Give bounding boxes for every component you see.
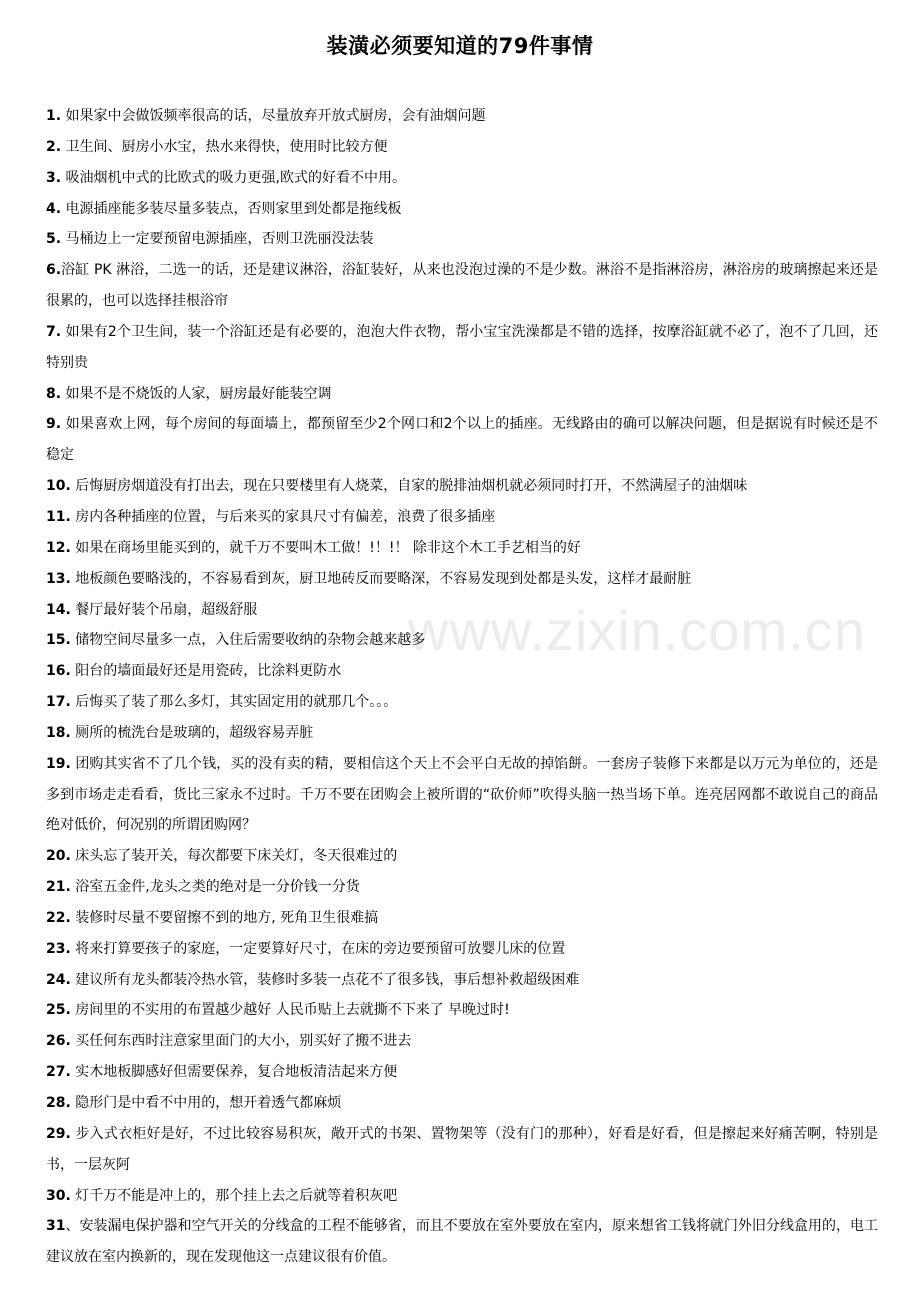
item-text: 吸油烟机中式的比欧式的吸力更强,欧式的好看不中用。 [61, 169, 406, 186]
item-text: 后悔买了装了那么多灯，其实固定用的就那几个。。。 [70, 694, 398, 711]
item-text: 灯千万不能是冲上的，那个挂上去之后就等着积灰吧 [70, 1187, 398, 1204]
list-item [46, 1057, 878, 1088]
list-item [46, 995, 878, 1026]
list-item [46, 533, 878, 564]
item-text: 房内各种插座的位置，与后来买的家具尺寸有偏差，浪费了很多插座 [70, 508, 496, 525]
item-number: 26. [46, 1033, 71, 1050]
list-item [46, 1211, 878, 1273]
item-number: 27. [46, 1064, 71, 1081]
item-number: 15. [46, 632, 71, 649]
item-text: 房间里的不实用的布置越少越好 人民币贴上去就撕不下来了 早晚过时! [70, 1002, 510, 1019]
list-item [46, 965, 878, 996]
item-number: 22. [46, 909, 71, 926]
list-item [46, 163, 878, 194]
list-item [46, 1026, 878, 1057]
list-item [46, 564, 878, 595]
item-text: 如果不是不烧饭的人家，厨房最好能装空调 [61, 385, 332, 402]
item-number: 5. [46, 231, 62, 248]
item-number: 9. [46, 416, 62, 433]
item-text: 床头忘了装开关，每次都要下床关灯，冬天很难过的 [70, 848, 398, 865]
item-text: 步入式衣柜好是好，不过比较容易积灰，敞开式的书架、置物架等（没有门的那种），好看是好看，但是擦起来好痛苦啊，特别是书，一层灰阿 [46, 1125, 878, 1173]
item-number: 31 [46, 1218, 66, 1235]
item-text: 如果有2个卫生间，装一个浴缸还是有必要的，泡泡大件衣物，帮小宝宝洗澡都是不错的选择，按摩浴缸就不必了，泡不了几回，还特别贵 [46, 323, 878, 371]
item-text: 马桶边上一定要预留电源插座，否则卫洗丽没法装 [61, 231, 374, 248]
list-item [46, 471, 878, 502]
item-number: 21. [46, 879, 71, 896]
item-number: 24. [46, 971, 71, 988]
list-item [46, 101, 878, 132]
item-number: 16. [46, 663, 71, 680]
item-number: 4. [46, 200, 62, 217]
item-number: 7. [46, 323, 62, 340]
list-item [46, 718, 878, 749]
document-title: 装潢必须要知道的79件事情 [326, 34, 594, 58]
list-item [46, 409, 878, 471]
list-item [46, 934, 878, 965]
item-text: 后悔厨房烟道没有打出去，现在只要楼里有人烧菜，自家的脱排油烟机就必须同时打开，不然满屋子的油烟味 [70, 478, 748, 495]
list-item [46, 595, 878, 626]
item-text: 实木地板脚感好但需要保养，复合地板清洁起来方便 [70, 1064, 398, 1081]
item-number: 17. [46, 694, 71, 711]
item-text: 团购其实省不了几个钱，买的没有卖的精，要相信这个天上不会平白无故的掉馅餅。一套房子装修下来都是以万元为单位的，还是多到市场走走看看，货比三家永不过时。千万不要在团购会上被所谓的“砍价师”吹得头脑一热当场下单。连亮居网都不敢说自己的商品绝对低价，何况别的所谓团购网？ [46, 755, 878, 834]
item-number: 23. [46, 940, 71, 957]
item-number: 29. [46, 1125, 71, 1142]
list-item [46, 841, 878, 872]
item-text: 、安装漏电保护器和空气开关的分线盒的工程不能够省，而且不要放在室外要放在室内，原来想省工钱将就门外旧分线盒用的，电工建议放在室内换新的，现在发现他这一点建议很有价值。 [46, 1218, 878, 1266]
item-text: 阳台的墙面最好还是用瓷砖，比涂料更防水 [70, 663, 342, 680]
item-number: 11. [46, 508, 71, 525]
list-item [46, 872, 878, 903]
item-text: 浴室五金件,龙头之类的绝对是一分价钱一分货 [70, 879, 360, 896]
list-item [46, 749, 878, 842]
list-item [46, 1119, 878, 1181]
item-number: 19. [46, 755, 71, 772]
list-item [46, 625, 878, 656]
item-text: 浴缸 PK 淋浴，二选一的话，还是建议淋浴，浴缸装好，从来也没泡过澡的不是少数。淋浴不是指淋浴房，淋浴房的玻璃擦起来还是很累的，也可以选择挂根浴帘 [46, 262, 878, 310]
item-text: 隐形门是中看不中用的，想开着透气都麻烦 [70, 1095, 342, 1111]
item-number: 6. [46, 262, 62, 279]
list-item [46, 224, 878, 255]
list-item [46, 255, 878, 317]
list-item [46, 1088, 878, 1119]
item-number: 14. [46, 601, 71, 618]
item-text: 地板颜色要略浅的，不容易看到灰，厨卫地砖反而要略深，不容易发现到处都是头发，这样才最耐脏 [70, 570, 692, 587]
item-text: 厕所的梳洗台是玻璃的，超级容易弄脏 [70, 724, 314, 741]
list-item [46, 656, 878, 687]
item-list [46, 101, 878, 1273]
list-item [46, 502, 878, 533]
list-item [46, 379, 878, 410]
item-text: 将来打算要孩子的家庭，一定要算好尺寸，在床的旁边要预留可放婴儿床的位置 [70, 940, 566, 957]
item-text: 建议所有龙头都装冷热水管，装修时多装一点花不了很多钱，事后想补救超级困难 [70, 971, 580, 988]
item-number: 1. [46, 108, 62, 124]
item-number: 30. [46, 1187, 71, 1204]
item-text: 如果喜欢上网，每个房间的每面墙上，都预留至少2个网口和2个以上的插座。无线路由的确可以解决问题，但是据说有时候还是不稳定 [46, 416, 878, 464]
item-text: 买任何东西时注意家里面门的大小，别买好了搬不进去 [70, 1033, 412, 1050]
watermark: www.zixin.com.cn [408, 599, 866, 662]
list-item [46, 687, 878, 718]
item-text: 如果家中会做饭频率很高的话，尽量放弃开放式厨房，会有油烟问题 [61, 108, 486, 124]
item-number: 2. [46, 138, 62, 155]
item-text: 电源插座能多装尽量多装点，否则家里到处都是拖线板 [61, 200, 402, 217]
item-number: 28. [46, 1095, 71, 1111]
item-text: 如果在商场里能买到的，就千万不要叫木工做！!！!！ 除非这个木工手艺相当的好 [70, 539, 581, 556]
list-item [46, 132, 878, 163]
item-number: 20. [46, 848, 71, 865]
list-item [46, 194, 878, 225]
item-number: 18. [46, 724, 71, 741]
item-number: 10. [46, 478, 71, 495]
item-number: 25. [46, 1002, 71, 1019]
item-text: 储物空间尽量多一点，入住后需要收纳的杂物会越来越多 [70, 632, 426, 649]
item-number: 12. [46, 539, 71, 556]
item-text: 卫生间、厨房小水宝，热水来得快，使用时比较方便 [61, 138, 388, 155]
item-text: 餐厅最好装个吊扇，超级舒服 [70, 601, 258, 618]
list-item [46, 317, 878, 379]
item-number: 8. [46, 385, 62, 402]
list-item [46, 1181, 878, 1212]
item-number: 13. [46, 570, 71, 587]
item-text: 装修时尽量不要留擦不到的地方, 死角卫生很难搞 [70, 909, 379, 926]
item-number: 3. [46, 169, 62, 186]
list-item [46, 903, 878, 934]
